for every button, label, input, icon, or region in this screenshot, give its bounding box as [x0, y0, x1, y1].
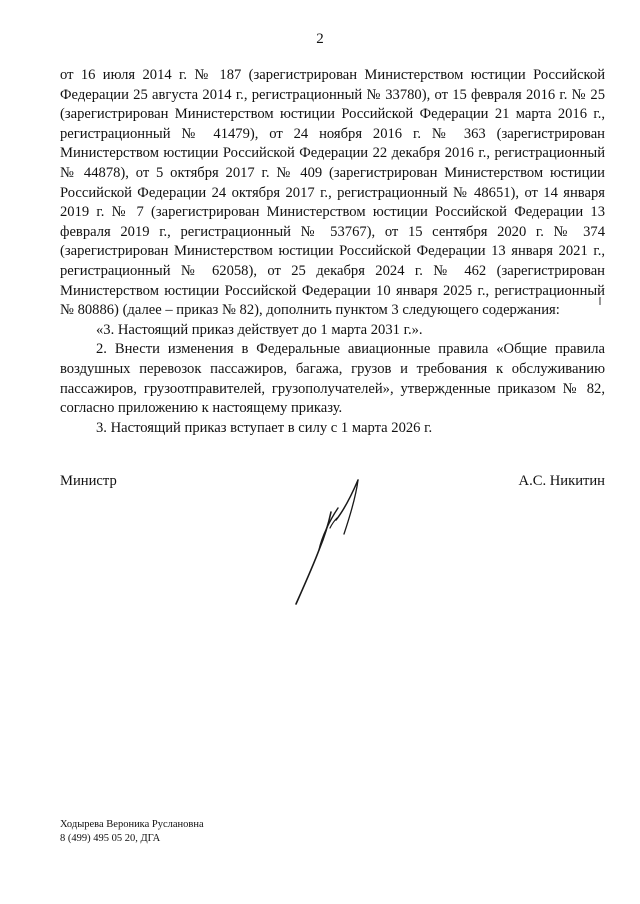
document-body [60, 66, 605, 438]
paragraph-quoted-clause: «3. Настоящий приказ действует до 1 марта 2031 г.». [96, 321, 423, 338]
paragraph-item-2: 2. Внести изменения в Федеральные авиационные правила «Общие правила воздушных перевозок пассажиров, багажа, грузов и требования к обслуживанию пассажиров, грузоотправителей, грузополучателей», утвержденные приказом № 82, согласно приложению к настоящему приказу. [60, 341, 605, 417]
paragraph-item-3: 3. Настоящий приказ вступает в силу с 1 марта 2026 г. [96, 419, 433, 436]
executor-info [60, 818, 204, 845]
executor-name: Ходырева Вероника Руслановна [60, 819, 204, 830]
paragraph-amendment-list: от 16 июля 2014 г. № 187 (зарегистрирован Министерством юстиции Российской Федерации 25 августа 2014 г., регистрационный № 33780), от 15 февраля 2016 г. № 25 (зарегистрирован Министерством юстиции Российской Федерации 21 марта 2016 г., регистрационный № 41479), от 24 ноября 2016 г. № 363 (зарегистрирован Министерством юстиции Российской Федерации 22 декабря 2016 г., регистрационный № 44878), от 5 октября 2017 г. № 409 (зарегистрирован Министерством юстиции Российской Федерации 24 октября 2017 г., регистрационный № 48651), от 14 января 2019 г. № 7 (зарегистрирован Министерством юстиции Российской Федерации 13 февраля 2019 г., регистрационный № 53767), от 15 сентября 2020 г. № 374 (зарегистрирован Министерством юстиции Российской Федерации 13 января 2021 г., регистрационный № 62058), от 25 декабря 2024 г. № 462 (зарегистрирован Министерством юстиции Российской Федерации 10 января 2025 г., регистрационный № 80886) (далее – приказ № 82), дополнить пунктом 3 следующего содержания: [60, 67, 605, 319]
scan-mark [598, 297, 602, 305]
signer-position: Министр [60, 473, 117, 489]
page-number: 2 [316, 31, 324, 47]
executor-contact: 8 (499) 495 05 20, ДГА [60, 832, 161, 844]
signer-name: А.С. Никитин [518, 473, 605, 489]
handwritten-signature [286, 476, 386, 608]
